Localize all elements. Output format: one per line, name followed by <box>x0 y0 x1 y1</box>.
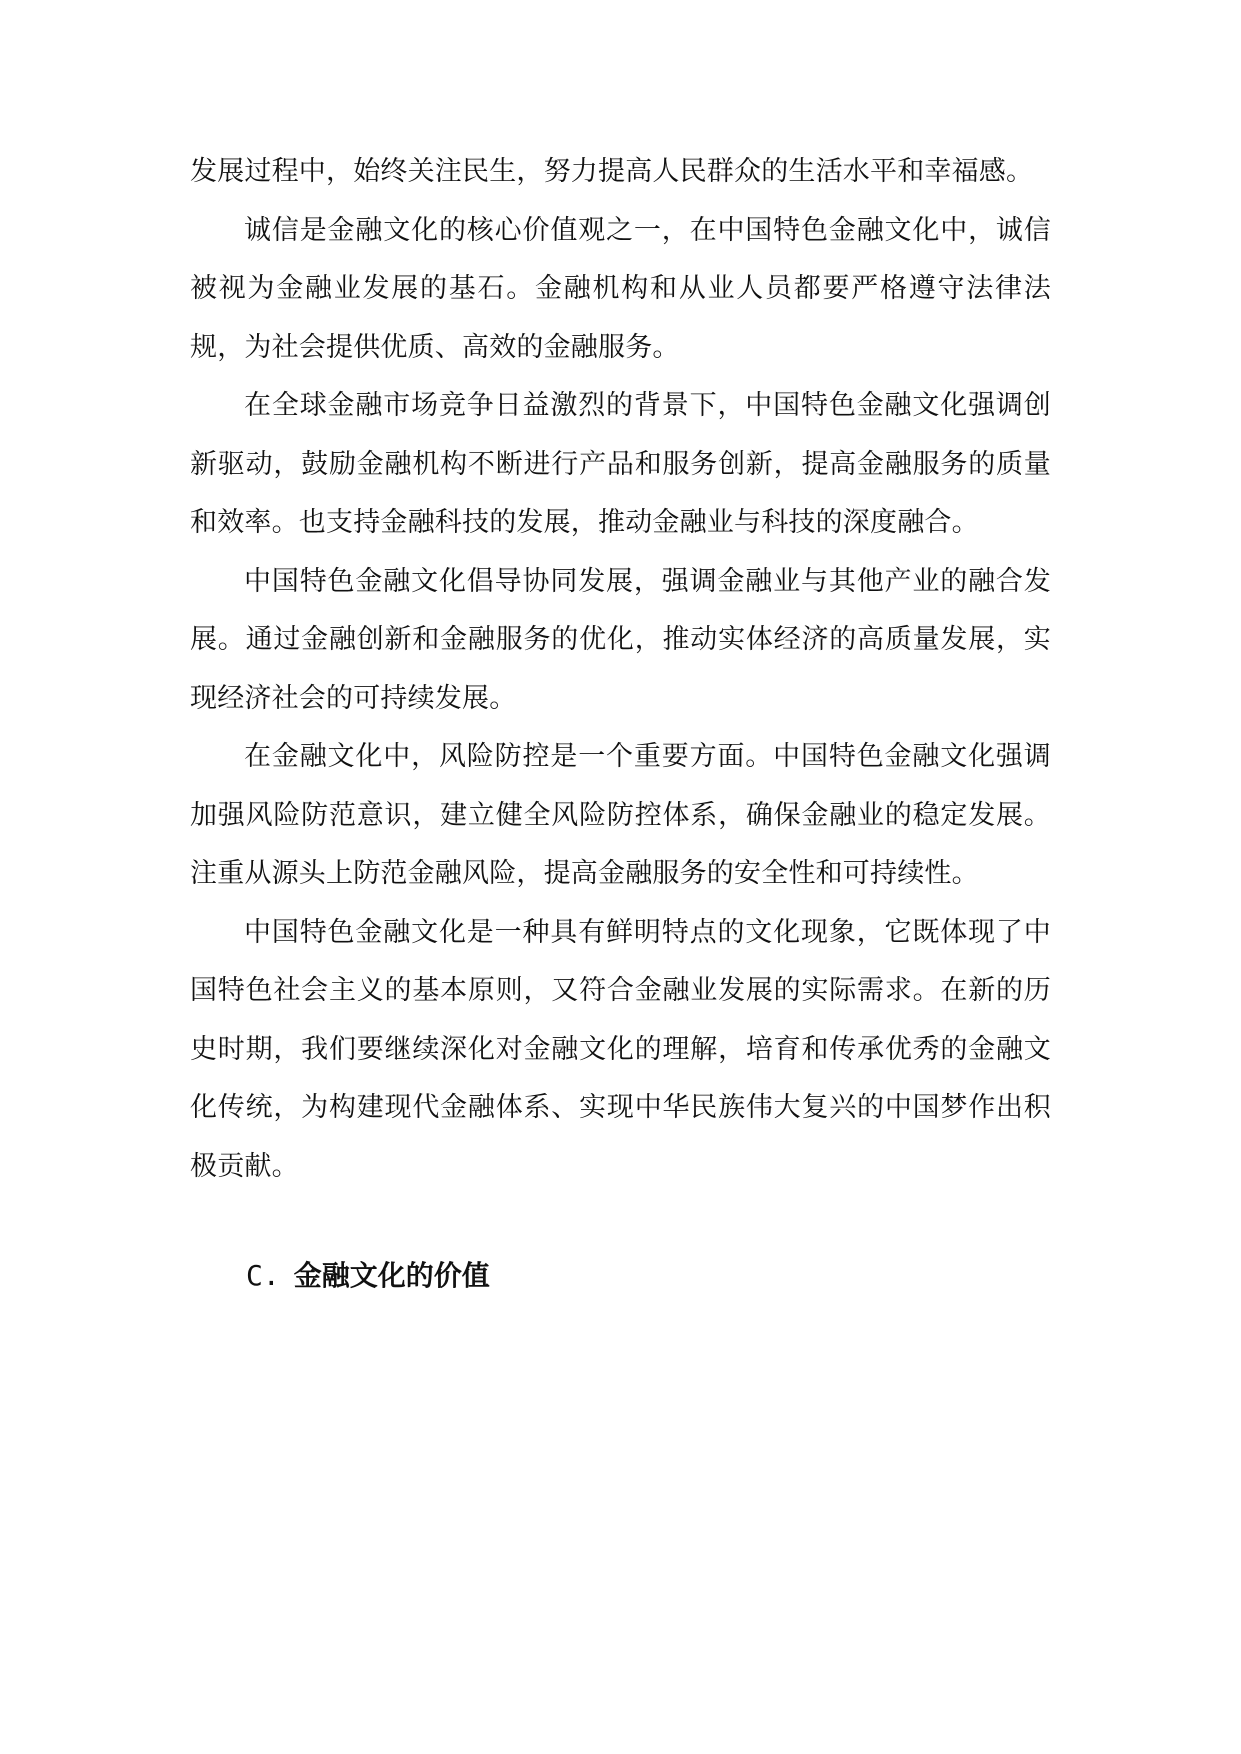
section-title: 金融文化的价值 <box>293 1259 490 1292</box>
paragraph-integrity: 诚信是金融文化的核心价值观之一，在中国特色金融文化中，诚信被视为金融业发展的基石。金融机构和从业人员都要严格遵守法律法规，为社会提供优质、高效的金融服务。 <box>190 214 1051 363</box>
paragraph-innovation: 在全球金融市场竞争日益激烈的背景下，中国特色金融文化强调创新驱动，鼓励金融机构不断进行产品和服务创新，提高金融服务的质量和效率。也支持金融科技的发展，推动金融业与科技的深度融合。 <box>190 390 1051 538</box>
paragraph-conclusion: 中国特色金融文化是一种具有鲜明特点的文化现象，它既体现了中国特色社会主义的基本原则，又符合金融业发展的实际需求。在新的历史时期，我们要继续深化对金融文化的理解，培育和传承优秀的金融文化传统，为构建现代金融体系、实现中华民族伟大复兴的中国梦作出积极贡献。 <box>190 916 1051 1182</box>
paragraph-risk-control: 在金融文化中，风险防控是一个重要方面。中国特色金融文化强调加强风险防范意识，建立健全风险防控体系，确保金融业的稳定发展。注重从源头上防范金融风险，提高金融服务的安全性和可持续性。 <box>190 741 1051 889</box>
section-heading <box>190 1256 1051 1296</box>
section-marker: C. <box>246 1259 280 1292</box>
paragraph-coordination: 中国特色金融文化倡导协同发展，强调金融业与其他产业的融合发展。通过金融创新和金融服务的优化，推动实体经济的高质量发展，实现经济社会的可持续发展。 <box>190 565 1051 714</box>
paragraph-continuation: 发展过程中，始终关注民生，努力提高人民群众的生活水平和幸福感。 <box>190 156 1034 187</box>
